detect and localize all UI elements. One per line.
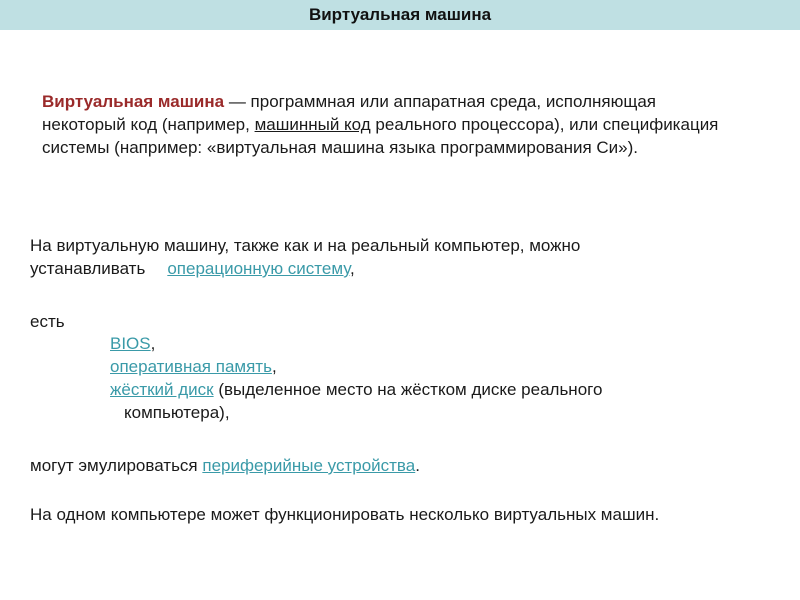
operating-system-link[interactable]: операционную систему	[167, 259, 351, 278]
multiple-vms-paragraph: На одном компьютере может функционировать несколько виртуальных машин.	[30, 505, 660, 524]
list-item-ram	[110, 355, 750, 378]
definition-text-2: реального процессора), или спецификация системы (например: «виртуальная машина языка программирования Си»).	[42, 115, 719, 157]
peripherals-suffix: .	[415, 456, 420, 475]
definition-text-1: — программная или аппаратная среда, исполняющая некоторый код (например,	[42, 92, 657, 134]
ram-suffix: ,	[271, 357, 277, 376]
disk-text: (выделенное место на жёстком диске реального	[213, 380, 603, 399]
peripherals-paragraph	[30, 454, 420, 477]
definition-paragraph	[42, 90, 742, 159]
os-paragraph-line-1: На виртуальную машину, также как и на реальный компьютер, можно	[30, 236, 581, 255]
os-paragraph	[30, 234, 770, 280]
title-bar	[0, 0, 800, 30]
page-title: Виртуальная машина	[308, 5, 492, 24]
os-paragraph-prefix: устанавливать	[30, 259, 146, 278]
list-item-bios	[110, 332, 750, 355]
ram-link[interactable]: оперативная память	[110, 357, 272, 376]
bios-suffix: ,	[150, 334, 156, 353]
disk-continuation: компьютера),	[124, 403, 230, 422]
components-list	[110, 332, 750, 424]
defined-term: Виртуальная машина	[42, 92, 225, 111]
peripherals-link[interactable]: периферийные устройства	[202, 456, 416, 475]
machine-code-link[interactable]: машинный код	[254, 115, 371, 134]
os-paragraph-suffix: ,	[350, 259, 355, 278]
peripherals-prefix: могут эмулироваться	[30, 456, 203, 475]
bios-link[interactable]: BIOS	[110, 334, 151, 353]
list-item-disk	[110, 378, 750, 401]
est-label: есть	[30, 312, 65, 331]
hard-disk-link[interactable]: жёсткий диск	[110, 380, 214, 399]
